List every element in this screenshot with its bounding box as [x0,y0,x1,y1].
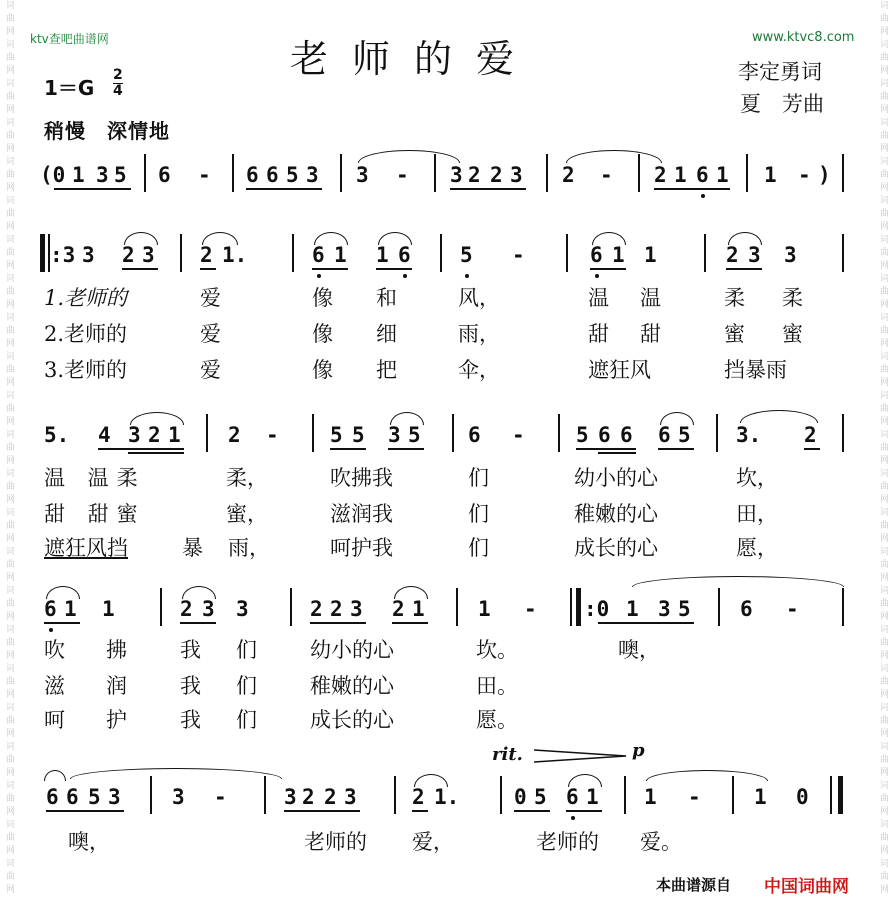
note: 3 [108,785,121,809]
song-title: 老师的爱 [290,37,539,81]
low-octave-dot [571,816,575,820]
source-brand-link[interactable]: 中国词曲网 [764,877,849,897]
underline-beam [310,622,366,624]
note: 6 [398,243,411,267]
lyric: 呵护我 [330,536,393,560]
lyric: 坎。 [476,638,518,662]
note: - [512,243,525,267]
lyric: 遮狂风 [588,358,651,382]
lyric: 遮狂风挡 [44,536,128,560]
lyric: 甜 [588,322,609,346]
barline [566,234,568,272]
barline [150,776,152,814]
lyric: 雨， [228,536,270,560]
note: 5 [678,597,691,621]
lyric-line-4 [0,826,888,856]
note: - [524,597,537,621]
note: ) [818,163,831,187]
note: 2 [654,163,667,187]
lyric: 吹拂我 [330,466,393,490]
slur [414,774,448,787]
lyric: 3.老师的 [44,358,128,382]
lyric: 像 [312,322,333,346]
underline-beam [658,448,694,450]
note: 5 [534,785,547,809]
lyric: 坎， [736,466,778,490]
note: 2 [330,597,343,621]
note: 5 [408,423,421,447]
site-label-left: ktv查吧曲谱网 [30,32,109,46]
underline-beam [726,268,762,270]
note: 5 [330,423,343,447]
lyric: 爱 [200,286,221,310]
barline [160,588,162,626]
slur [728,232,762,245]
staff-line-intro [0,164,888,214]
note: 5 [678,423,691,447]
note: - [512,423,525,447]
note: 2 [468,163,481,187]
lyric: 我 [180,638,201,662]
note: :3 [50,243,76,267]
slur [740,410,818,423]
underline-beam [566,810,602,812]
note: 2 [200,243,213,267]
lyric-line-2-verse-2 [0,498,888,528]
lyric: 田， [736,502,778,526]
lyric: 挡暴雨 [724,358,787,382]
lyric-line-1-verse-3 [0,354,888,384]
note: - [798,163,811,187]
note: 5 [114,163,127,187]
lyric: 温 温柔 [44,466,146,490]
note: 6 [468,423,481,447]
tie [358,150,460,163]
lyric: 爱。 [640,830,682,854]
lyric: 雨， [458,322,500,346]
note: 1 [644,243,657,267]
tie [566,150,662,163]
note: 3 [450,163,463,187]
slur [44,770,66,781]
lyric-line-3-verse-1 [0,634,888,664]
underline-beam [44,622,80,624]
lyric: 2.老师的 [44,322,128,346]
time-signature-bottom: 4 [113,83,123,99]
piano-dynamic: p [632,740,645,761]
note: 6 [620,423,633,447]
barline [144,154,146,192]
note: 2 [392,597,405,621]
underline-beam-double [598,452,636,454]
note: 3 [350,597,363,621]
note: 2 [148,423,161,447]
note: - [396,163,409,187]
underline-beam [122,268,158,270]
note: 3 [388,423,401,447]
note: 1 [716,163,729,187]
lyric: 幼小的心 [574,466,658,490]
barline [624,776,626,814]
lyric-line-3-verse-3 [0,704,888,734]
note: 3 [202,597,215,621]
note: 3 [96,163,109,187]
lyric: 吹 [44,638,65,662]
note: 2 [490,163,503,187]
barline [340,154,342,192]
lyric: 爱 [200,322,221,346]
lyric: 们 [468,536,489,560]
lyric: 老师的 [536,830,599,854]
note: 1 [586,785,599,809]
note: 3 [344,785,357,809]
source-label: 本曲谱源自 [656,876,732,894]
note: 6 [44,597,57,621]
note: - [786,597,799,621]
lyric: 我 [180,674,201,698]
lyric: 温 [588,286,609,310]
note: 3 [142,243,155,267]
underline-beam [180,622,216,624]
time-signature-top: 2 [113,67,123,83]
barline [456,588,458,626]
slur [378,232,412,245]
lyric: 田。 [476,674,518,698]
note: 3 [128,423,141,447]
note: 1 [412,597,425,621]
note: 2 [302,785,315,809]
lyric: 像 [312,358,333,382]
lyric-line-2-verse-1 [0,462,888,492]
barline [452,414,454,452]
lyric: 爱， [412,830,454,854]
note: 6 [740,597,753,621]
lyric: 滋 [44,674,65,698]
barline [558,414,560,452]
note: 1 [102,597,115,621]
note: 1. [222,243,248,267]
lyric: 甜 [640,322,661,346]
lyric: 愿。 [476,708,518,732]
lyric: 们 [236,708,257,732]
note: 1 [612,243,625,267]
tempo-marking: 稍慢 深情地 [44,119,170,143]
low-octave-dot [317,274,321,278]
note: 6 [696,163,709,187]
slur [130,412,184,425]
underline-beam [54,188,131,190]
tie [646,770,768,781]
slur [394,586,428,599]
barline [732,776,734,814]
underline-beam [654,188,730,190]
note: 3 [306,163,319,187]
note: 2 [804,423,817,447]
slur [390,412,424,425]
lyric: 们 [236,638,257,662]
lyric: 细 [376,322,397,346]
note: 2 [228,423,241,447]
lyric: 柔 [724,286,745,310]
note: 4 [98,423,111,447]
note: 5 [576,423,589,447]
note: 6 [590,243,603,267]
note: 6 [246,163,259,187]
note: 5 [88,785,101,809]
barline [312,414,314,452]
lyric: 们 [236,674,257,698]
note: 6 [566,785,579,809]
lyric: 呵 [44,708,65,732]
barline [704,234,706,272]
lyric: 柔， [226,466,268,490]
note: 1 [754,785,767,809]
lyric: 噢， [68,830,110,854]
site-label-right: www.ktvc8.com [752,30,855,45]
note: 2 [562,163,575,187]
note: 1 [478,597,491,621]
note: 2 [324,785,337,809]
note: 6 [658,423,671,447]
barline [546,154,548,192]
underline-beam [376,268,412,270]
repeat-end-barline [576,588,581,626]
barline [842,154,844,192]
lyric: 幼小的心 [310,638,394,662]
note: 3 [356,163,369,187]
underline-beam [804,448,820,450]
barline [638,154,640,192]
note: 3 [172,785,185,809]
lyric: 像 [312,286,333,310]
underline-beam [598,622,694,624]
key-signature: 1＝G [44,76,95,100]
barline [842,414,844,452]
note: 3 [748,243,761,267]
repeat-start-barline [40,234,45,272]
barline [264,776,266,814]
lyric: 护 [106,708,127,732]
lyric: 成长的心 [574,536,658,560]
slur [568,774,602,787]
note: - [198,163,211,187]
note: 1 [168,423,181,447]
note: 3 [784,243,797,267]
note: 6 [46,785,59,809]
note: 0 [796,785,809,809]
barline [746,154,748,192]
rit-marking: rit. [492,744,523,765]
low-octave-dot [701,194,705,198]
lyric: 我 [180,708,201,732]
low-octave-dot [465,274,469,278]
note: 6 [266,163,279,187]
barline [718,588,720,626]
note: 2 [122,243,135,267]
lyric: 老师的 [304,830,367,854]
note: 5 [286,163,299,187]
low-octave-dot [595,274,599,278]
barline [716,414,718,452]
final-barline-thin [830,776,832,814]
underline-beam-double [128,452,184,454]
lyric: 蜜 [724,322,745,346]
note: 1 [674,163,687,187]
slur [124,232,158,245]
lyric-line-3-verse-2 [0,670,888,700]
lyric: 们 [468,466,489,490]
note: 5 [352,423,365,447]
lyric: 蜜 [782,322,803,346]
note: 5 [460,243,473,267]
lyric: 润 [106,674,127,698]
lyric: 和 [376,286,397,310]
note: 2 [726,243,739,267]
barline [292,234,294,272]
underline-beam [450,188,526,190]
underline-beam [576,448,636,450]
lyric: 温 [640,286,661,310]
note: 1 [334,243,347,267]
note: 1 [376,243,389,267]
note: 2 [180,597,193,621]
barline [394,776,396,814]
underline-beam [392,622,428,624]
underline-beam [246,188,322,190]
lyric: 暴 [182,536,203,560]
lyric: 1.老师的 [44,286,128,310]
underline-beam [330,448,366,450]
note: 6 [312,243,325,267]
lyric: 成长的心 [310,708,394,732]
note: 3 [236,597,249,621]
note: 3 [284,785,297,809]
tie [632,576,844,587]
slur [660,412,694,425]
barline [206,414,208,452]
lyric: 愿， [736,536,778,560]
lyric: 甜 甜蜜 [44,502,146,526]
underline-beam [284,810,360,812]
low-octave-dot [403,274,407,278]
final-barline [838,776,843,814]
lyricist: 李定勇词 [738,60,822,84]
slur [202,232,238,245]
note: 1 [626,597,639,621]
underline-beam [98,448,184,450]
note: 1. [434,785,460,809]
low-octave-dot [49,628,53,632]
underline-beam [312,268,348,270]
barline [180,234,182,272]
credits [738,56,824,120]
note: 6 [158,163,171,187]
note: - [266,423,279,447]
slur [182,586,216,599]
note: - [688,785,701,809]
note: 2 [310,597,323,621]
lyric-line-2-verse-3 [0,532,888,562]
underline-beam [200,268,216,270]
lyric: 滋润我 [330,502,393,526]
note: 3. [736,423,762,447]
underline-beam [388,448,424,450]
lyric: 们 [468,502,489,526]
note: - [214,785,227,809]
lyric: 稚嫩的心 [310,674,394,698]
barline [440,234,442,272]
note: 0 [514,785,527,809]
underline-beam [412,810,428,812]
note: :0 [584,597,610,621]
decrescendo-hairpin [532,744,632,768]
lyric: 爱 [200,358,221,382]
lyric: 柔 [782,286,803,310]
barline [842,234,844,272]
tie [70,768,282,779]
watermark-left: 词曲网词曲网词曲网词曲网词曲网词曲网词曲网词曲网词曲网词曲网词曲网词曲网词曲网词曲网词曲网词曲网词曲网词曲网词曲网词曲网词曲网词曲网词曲网 [4,0,14,897]
barline [434,154,436,192]
lyric: 拂 [106,638,127,662]
underline-beam [46,810,124,812]
note: 1 [64,597,77,621]
note: 6 [598,423,611,447]
barline [232,154,234,192]
lyric: 蜜， [226,502,268,526]
lyric: 稚嫩的心 [574,502,658,526]
note: - [600,163,613,187]
lyric: 风， [458,286,500,310]
lyric: 噢， [618,638,660,662]
note: (0 [40,163,66,187]
repeat-end-thin [570,588,572,626]
note: 2 [412,785,425,809]
composer: 夏 芳曲 [740,92,824,116]
time-signature [113,68,123,99]
slur [592,232,626,245]
barline [842,588,844,626]
note: 1 [644,785,657,809]
underline-beam [590,268,626,270]
note: 3 [658,597,671,621]
underline-beam [514,810,550,812]
lyric-line-1-verse-1 [0,282,888,312]
note: 3 [510,163,523,187]
note: 6 [66,785,79,809]
note: 1 [764,163,777,187]
note: 1 [72,163,85,187]
barline [500,776,502,814]
slur [314,232,348,245]
watermark-right: 词曲网词曲网词曲网词曲网词曲网词曲网词曲网词曲网词曲网词曲网词曲网词曲网词曲网词曲网词曲网词曲网词曲网词曲网词曲网词曲网词曲网词曲网词曲网 [878,0,888,897]
note: 5. [44,423,70,447]
lyric: 把 [376,358,397,382]
note: 3 [82,243,95,267]
lyric-line-1-verse-2 [0,318,888,348]
lyric: 伞， [458,358,500,382]
barline [290,588,292,626]
slur [46,586,80,599]
